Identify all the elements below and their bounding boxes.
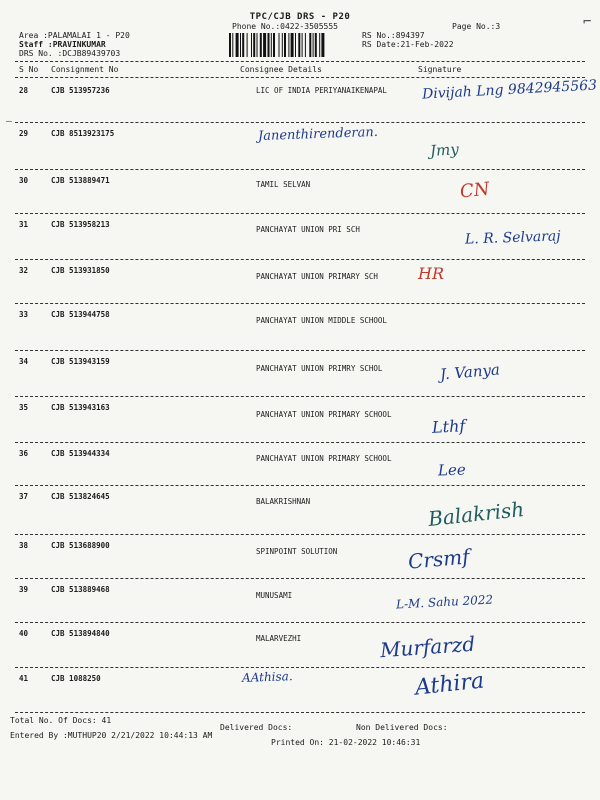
row-consignee: PANCHAYAT UNION PRIMARY SCHOOL <box>256 410 392 419</box>
corner-mark: ⌐ <box>583 14 592 30</box>
row-sno: 34 <box>19 357 29 366</box>
row-consignment-no: CJB 1088250 <box>51 674 101 683</box>
row-signature: L-M. Sahu 2022 <box>395 592 494 612</box>
col-signature: Signature <box>418 65 462 74</box>
row-divider <box>15 259 585 260</box>
rs-date: RS Date:21-Feb-2022 <box>362 40 454 49</box>
col-sno: S No <box>19 65 39 74</box>
row-divider <box>15 350 585 351</box>
delivered-docs: Delivered Docs: <box>220 723 293 732</box>
column-divider <box>15 77 585 78</box>
row-consignee: MUNUSAMI <box>256 591 293 600</box>
row-divider <box>15 485 585 486</box>
row-divider <box>15 303 585 304</box>
row-consignment-no: CJB 513889468 <box>51 585 110 594</box>
row-consignee: SPINPOINT SOLUTION <box>256 547 338 556</box>
row-divider <box>15 396 585 397</box>
staff-label: Staff :PRAVINKUMAR <box>19 40 106 49</box>
barcode-image <box>229 33 354 57</box>
row-consignee: AAthisa. <box>241 669 293 685</box>
row-divider <box>15 578 585 579</box>
row-sno: 30 <box>19 176 29 185</box>
row-consignee: PANCHAYAT UNION PRI SCH <box>256 225 360 234</box>
col-consignee: Consignee Details <box>240 65 322 74</box>
printed-on: Printed On: 21-02-2022 10:46:31 <box>271 738 421 747</box>
row-divider <box>15 534 585 535</box>
row-consignment-no: CJB 513688900 <box>51 541 110 550</box>
row-consignee: PANCHAYAT UNION PRIMRY SCHOL <box>256 364 383 373</box>
row-signature: Divijah Lng 9842945563 <box>421 77 598 103</box>
row-signature: Lee <box>437 460 467 480</box>
row-divider <box>15 169 585 170</box>
row-sno: 39 <box>19 585 29 594</box>
footer-divider <box>15 712 585 713</box>
row-sno: 36 <box>19 449 29 458</box>
row-consignment-no: CJB 513889471 <box>51 176 110 185</box>
row-sno: 29 <box>19 129 29 138</box>
row-consignment-no: CJB 513944334 <box>51 449 110 458</box>
row-consignee: Janenthirenderan. <box>257 124 379 145</box>
row-consignee: MALARVEZHI <box>256 634 302 643</box>
row-divider <box>15 213 585 214</box>
row-consignment-no: CJB 513931850 <box>51 266 110 275</box>
row-sno: 33 <box>19 310 29 319</box>
row-consignment-no: CJB 513824645 <box>51 492 110 501</box>
row-signature: L. R. Selvaraj <box>464 228 561 248</box>
drs-number: DRS No. :DCJB89439703 <box>19 49 121 58</box>
row-consignee: BALAKRISHNAN <box>256 497 311 506</box>
row-sno: 32 <box>19 266 29 275</box>
row-sno: 35 <box>19 403 29 412</box>
phone-number: Phone No.:0422-3505555 <box>232 22 338 31</box>
rs-number: RS No.:894397 <box>362 31 425 40</box>
row-sno: 40 <box>19 629 29 638</box>
row-sno: 37 <box>19 492 29 501</box>
row-signature: Lthf <box>431 416 466 437</box>
col-consignment: Consignment No <box>51 65 119 74</box>
row-signature: Jmy <box>429 140 460 160</box>
margin-mark: — <box>6 116 13 127</box>
row-signature: CN <box>458 178 491 203</box>
row-divider <box>15 622 585 623</box>
row-consignee: TAMIL SELVAN <box>256 180 311 189</box>
row-signature: Murfarzd <box>379 631 476 663</box>
row-divider <box>15 122 585 123</box>
row-consignee: PANCHAYAT UNION PRIMARY SCHOOL <box>256 454 392 463</box>
row-consignment-no: CJB 8513923175 <box>51 129 115 138</box>
row-signature: Balakrish <box>427 497 526 531</box>
row-divider <box>15 667 585 668</box>
row-consignment-no: CJB 513943159 <box>51 357 110 366</box>
row-divider <box>15 442 585 443</box>
row-consignment-no: CJB 513944758 <box>51 310 110 319</box>
total-docs: Total No. Of Docs: 41 <box>10 716 112 725</box>
row-consignee: PANCHAYAT UNION PRIMARY SCH <box>256 272 378 281</box>
entered-by: Entered By :MUTHUP20 2/21/2022 10:44:13 AM <box>10 731 213 740</box>
non-delivered-docs: Non Delivered Docs: <box>356 723 448 732</box>
row-consignee: LIC OF INDIA PERIYANAIKENAPAL <box>256 86 387 95</box>
row-sno: 38 <box>19 541 29 550</box>
row-sno: 41 <box>19 674 29 683</box>
row-sno: 28 <box>19 86 29 95</box>
row-consignment-no: CJB 513958213 <box>51 220 110 229</box>
row-signature: HR <box>418 264 444 283</box>
row-sno: 31 <box>19 220 29 229</box>
row-signature: Athira <box>413 668 486 701</box>
row-consignment-no: CJB 513957236 <box>51 86 110 95</box>
area-label: Area :PALAMALAI 1 - P20 <box>19 31 130 40</box>
header-divider <box>15 61 585 62</box>
row-signature: J. Vanya <box>439 360 501 384</box>
row-consignment-no: CJB 513943163 <box>51 403 110 412</box>
page-number: Page No.:3 <box>452 22 501 31</box>
row-consignment-no: CJB 513894840 <box>51 629 110 638</box>
document-title: TPC/CJB DRS - P20 <box>249 12 351 22</box>
row-signature: Crsmf <box>407 544 471 574</box>
row-consignee: PANCHAYAT UNION MIDDLE SCHOOL <box>256 316 387 325</box>
